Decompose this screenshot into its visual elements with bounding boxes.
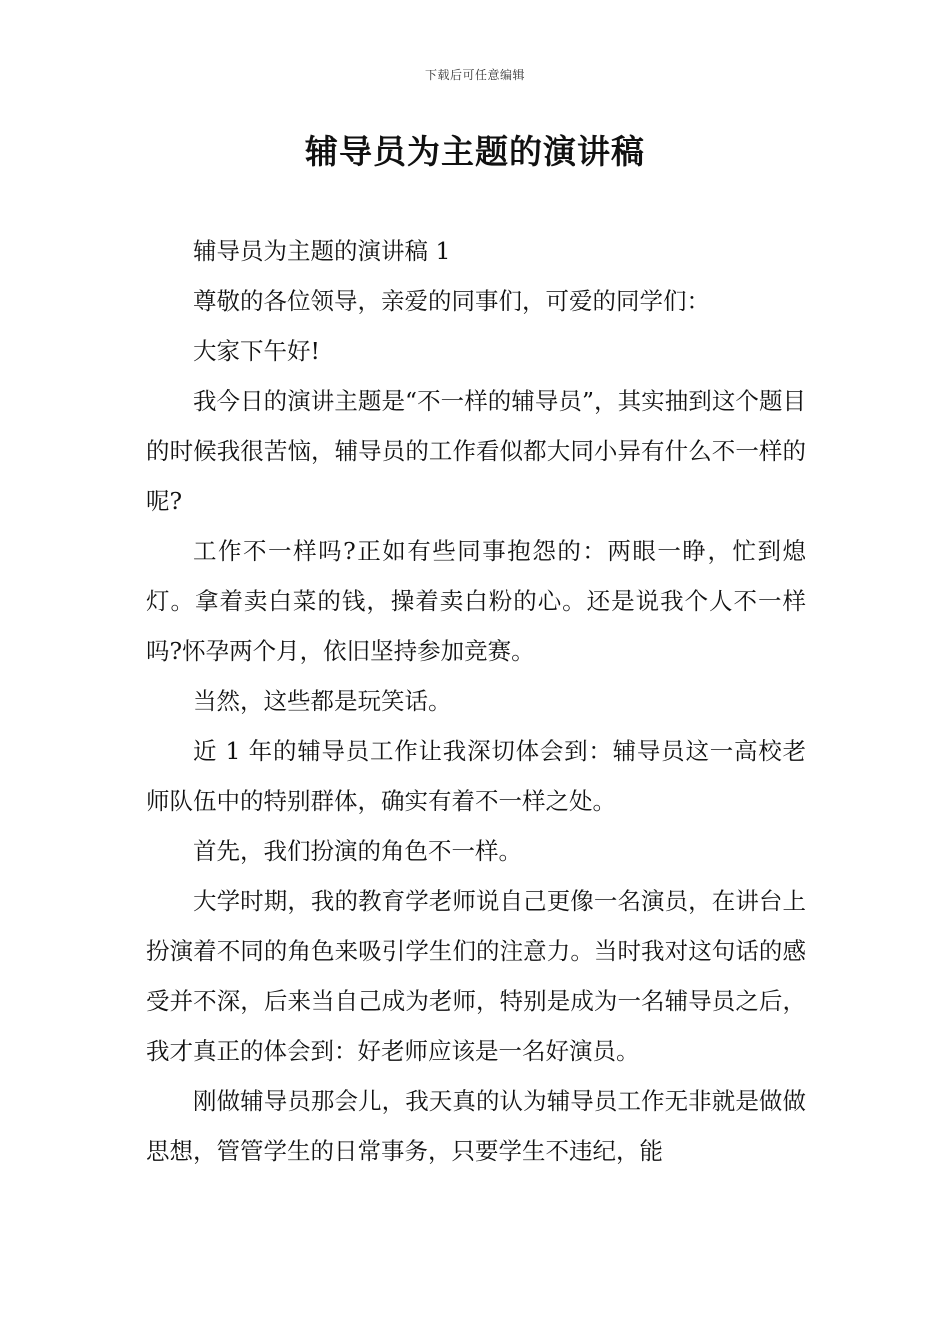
document-body — [146, 226, 806, 1176]
paragraph: 首先，我们扮演的角色不一样。 — [193, 837, 522, 865]
paragraph: 工作不一样吗?正如有些同事抱怨的：两眼一睁，忙到熄灯。拿着卖白菜的钱，操着卖白粉的心。还是说我个人不一样吗?怀孕两个月，依旧坚持参加竞赛。 — [146, 537, 806, 665]
paragraph: 当然，这些都是玩笑话。 — [193, 687, 452, 715]
paragraph: 刚做辅导员那会儿，我天真的认为辅导员工作无非就是做做思想，管管学生的日常事务，只要学生不违纪，能 — [146, 1087, 806, 1165]
paragraph-subtitle: 辅导员为主题的演讲稿 1 — [193, 237, 451, 265]
header-note: 下载后可任意编辑 — [424, 68, 525, 82]
paragraph-salutation: 尊敬的各位领导，亲爱的同事们，可爱的同学们： — [193, 287, 710, 315]
paragraph-greeting: 大家下午好! — [193, 337, 320, 365]
paragraph: 近 1 年的辅导员工作让我深切体会到：辅导员这一高校老师队伍中的特别群体，确实有着不一样之处。 — [146, 737, 806, 815]
paragraph: 大学时期，我的教育学老师说自己更像一名演员，在讲台上扮演着不同的角色来吸引学生们的注意力。当时我对这句话的感受并不深，后来当自己成为老师，特别是成为一名辅导员之后，我才真正的体会到：好老师应该是一名好演员。 — [146, 887, 806, 1065]
document-title: 辅导员为主题的演讲稿 — [305, 132, 645, 171]
paragraph: 我今日的演讲主题是“不一样的辅导员”，其实抽到这个题目的时候我很苦恼，辅导员的工作看似都大同小异有什么不一样的呢? — [146, 387, 806, 515]
